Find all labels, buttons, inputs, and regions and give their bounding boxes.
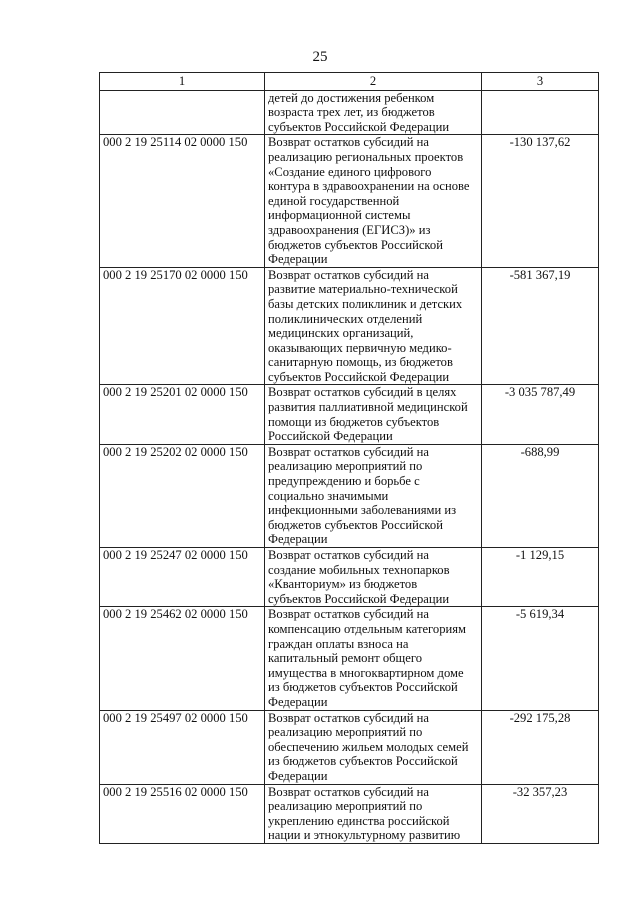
description-line: оказывающих первичную медико- xyxy=(268,340,452,355)
description-line: базы детских поликлиник и детских xyxy=(268,296,463,311)
description-line: Возврат остатков субсидий на xyxy=(268,135,429,150)
description-line: развития паллиативной медицинской xyxy=(268,400,468,415)
table-row xyxy=(100,267,599,385)
description-line: Возврат остатков субсидий на xyxy=(268,267,429,282)
amount-cell xyxy=(482,90,599,135)
description-line: Возврат остатков субсидий на xyxy=(268,548,429,562)
budget-code-cell: 000 2 19 25170 02 0000 150 xyxy=(100,267,265,385)
table-header-row xyxy=(100,73,599,91)
budget-code-cell xyxy=(100,90,265,135)
description-cell xyxy=(265,90,482,135)
amount-cell: -3 035 787,49 xyxy=(482,385,599,444)
description-line: Возврат остатков субсидий на xyxy=(268,784,429,799)
budget-code-cell: 000 2 19 25114 02 0000 150 xyxy=(100,135,265,267)
description-line: имущества в многоквартирном доме xyxy=(268,665,464,680)
description-line: единой государственной xyxy=(268,193,400,208)
amount-cell: -1 129,15 xyxy=(482,548,599,607)
description-line: санитарную помощь, из бюджетов xyxy=(268,355,453,370)
table-row xyxy=(100,607,599,710)
description-line: создание мобильных технопарков xyxy=(268,562,450,577)
table-row xyxy=(100,135,599,267)
column-header-1: 1 xyxy=(100,73,265,91)
budget-code-cell: 000 2 19 25202 02 0000 150 xyxy=(100,444,265,547)
description-line: субъектов Российской Федерации xyxy=(268,591,450,606)
budget-code-cell: 000 2 19 25497 02 0000 150 xyxy=(100,710,265,784)
page-number: 25 xyxy=(312,49,328,65)
description-line: контура в здравоохранении на основе xyxy=(268,179,470,194)
budget-code-cell: 000 2 19 25462 02 0000 150 xyxy=(100,607,265,710)
description-line: «Кванториум» из бюджетов xyxy=(268,577,418,592)
description-line: реализацию региональных проектов xyxy=(268,149,464,164)
description-line: бюджетов субъектов Российской xyxy=(268,517,443,532)
column-header-3: 3 xyxy=(482,73,599,91)
description-cell xyxy=(265,710,482,784)
description-line: поликлинических отделений xyxy=(268,311,423,326)
description-line: капитальный ремонт общего xyxy=(268,651,422,666)
description-line: предупреждению и борьбе с xyxy=(268,474,420,489)
description-line: Федерации xyxy=(268,768,328,783)
table-row xyxy=(100,90,599,135)
description-line: «Создание единого цифрового xyxy=(268,164,432,179)
description-line: компенсацию отдельным категориям xyxy=(268,621,466,636)
description-line: помощи из бюджетов субъектов xyxy=(268,414,440,429)
amount-cell: -32 357,23 xyxy=(482,784,599,843)
description-cell xyxy=(265,548,482,607)
budget-table xyxy=(99,72,599,844)
description-line: социально значимыми xyxy=(268,488,389,503)
budget-code-cell: 000 2 19 25247 02 0000 150 xyxy=(100,548,265,607)
description-line: Федерации xyxy=(268,694,328,709)
description-line: медицинских организаций, xyxy=(268,326,414,341)
description-cell xyxy=(265,267,482,385)
description-line: Федерации xyxy=(268,532,328,547)
description-line: детей до достижения ребенком xyxy=(268,90,435,105)
description-line: реализацию мероприятий по xyxy=(268,725,423,740)
description-line: обеспечению жильем молодых семей xyxy=(268,739,469,754)
amount-cell: -292 175,28 xyxy=(482,710,599,784)
description-line: реализацию мероприятий по xyxy=(268,799,423,814)
description-line: граждан оплаты взноса на xyxy=(268,636,409,651)
description-cell xyxy=(265,444,482,547)
description-line: нации и этнокультурному развитию xyxy=(268,828,461,843)
description-line: бюджетов субъектов Российской xyxy=(268,237,443,252)
amount-cell: -581 367,19 xyxy=(482,267,599,385)
description-line: Возврат остатков субсидий в целях xyxy=(268,385,457,400)
column-header-2: 2 xyxy=(265,73,482,91)
table-row xyxy=(100,784,599,843)
description-cell xyxy=(265,135,482,267)
description-line: развитие материально-технической xyxy=(268,282,458,297)
table-body xyxy=(100,90,599,843)
table-row xyxy=(100,710,599,784)
description-line: инфекционными заболеваниями из xyxy=(268,503,457,518)
description-line: из бюджетов субъектов Российской xyxy=(268,680,458,695)
description-line: Возврат остатков субсидий на xyxy=(268,607,429,622)
table-row xyxy=(100,385,599,444)
budget-code-cell: 000 2 19 25201 02 0000 150 xyxy=(100,385,265,444)
table-row xyxy=(100,548,599,607)
amount-cell: -130 137,62 xyxy=(482,135,599,267)
description-line: здравоохранения (ЕГИСЗ)» из xyxy=(268,222,431,237)
amount-cell: -5 619,34 xyxy=(482,607,599,710)
description-line: субъектов Российской Федерации xyxy=(268,369,450,384)
description-line: реализацию мероприятий по xyxy=(268,459,423,474)
description-line: возраста трех лет, из бюджетов xyxy=(268,105,435,120)
description-line: субъектов Российской Федерации xyxy=(268,119,450,134)
description-line: Возврат остатков субсидий на xyxy=(268,710,429,725)
description-line: информационной системы xyxy=(268,208,411,223)
description-cell xyxy=(265,784,482,843)
amount-cell: -688,99 xyxy=(482,444,599,547)
description-line: Федерации xyxy=(268,252,328,267)
description-cell xyxy=(265,385,482,444)
budget-code-cell: 000 2 19 25516 02 0000 150 xyxy=(100,784,265,843)
description-cell xyxy=(265,607,482,710)
description-line: Российской Федерации xyxy=(268,429,393,444)
description-line: из бюджетов субъектов Российской xyxy=(268,754,458,769)
description-line: укреплению единства российской xyxy=(268,813,450,828)
description-line: Возврат остатков субсидий на xyxy=(268,444,429,459)
table-row xyxy=(100,444,599,547)
